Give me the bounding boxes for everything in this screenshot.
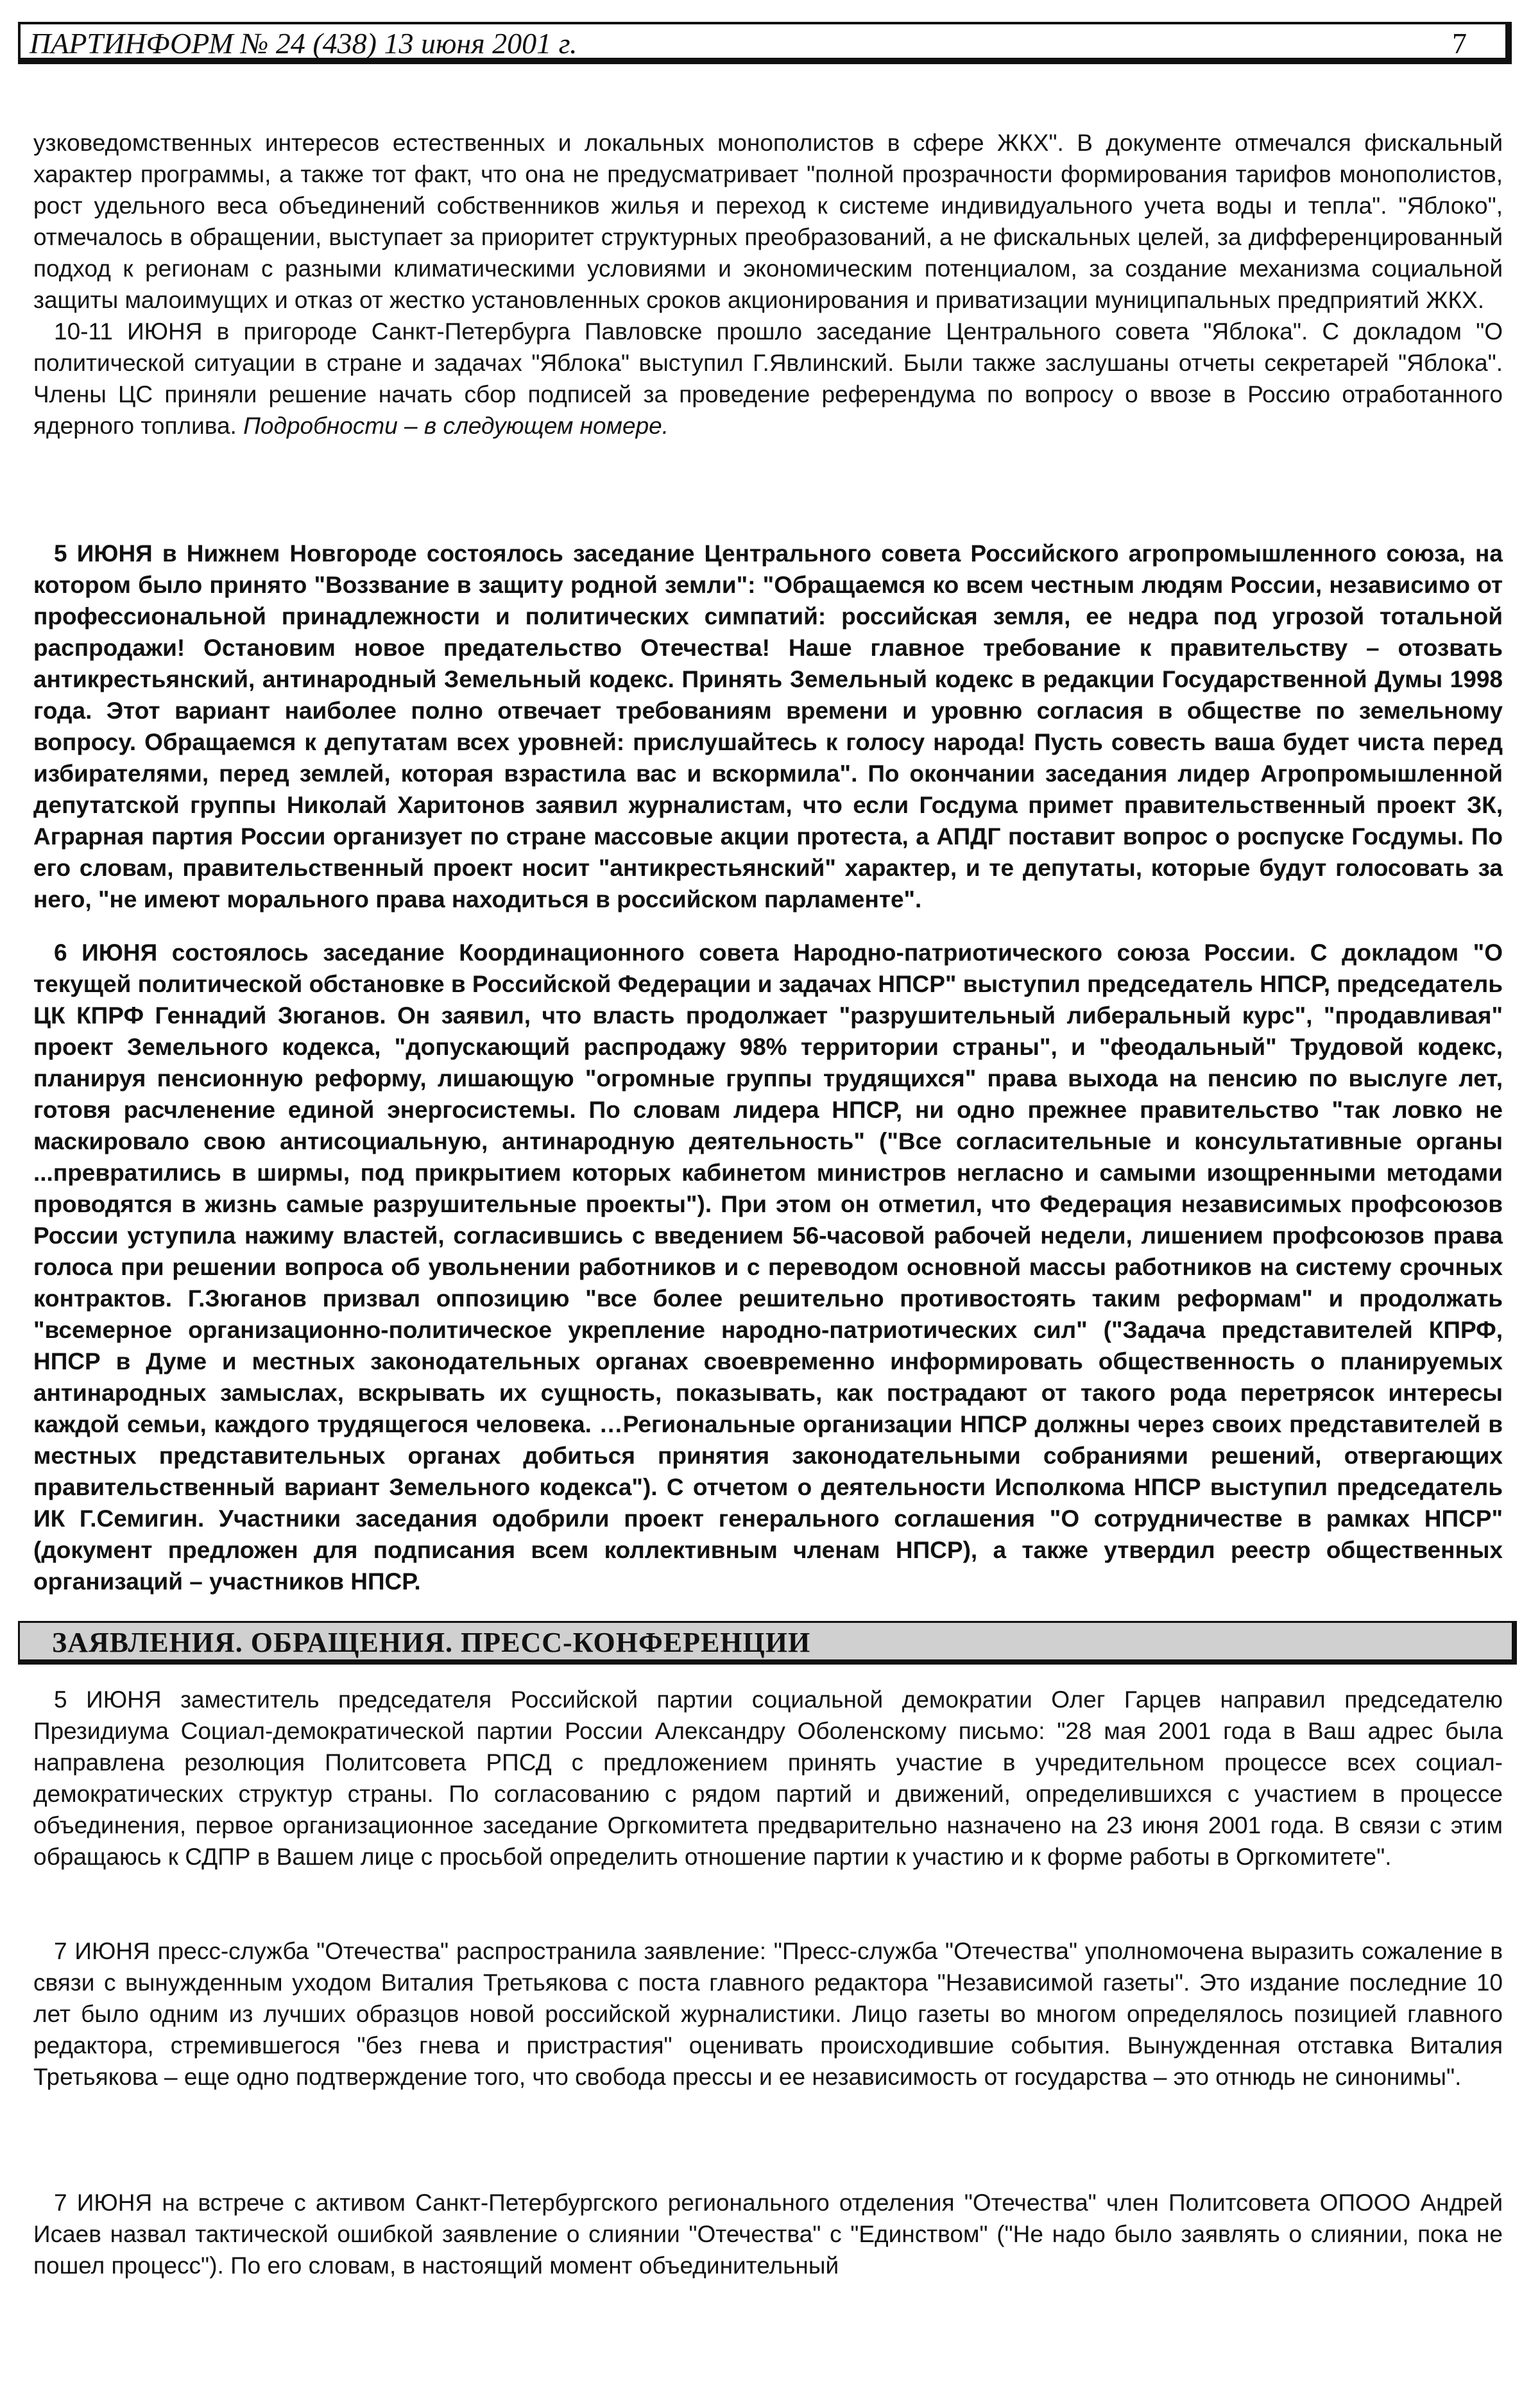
section-title: ЗАЯВЛЕНИЯ. ОБРАЩЕНИЯ. ПРЕСС-КОНФЕРЕНЦИИ [52,1627,811,1658]
intro-paragraph-2 [33,316,1503,441]
intro-block [33,127,1503,441]
news-item-npsr [33,937,1503,1597]
statement-item-1 [33,1684,1503,1872]
publication-title: ПАРТИНФОРМ № 24 (438) 13 июня 2001 г. [30,27,578,60]
statement-item-3 [33,2187,1503,2281]
news-item-agro-union [33,538,1503,915]
statement-paragraph: 7 ИЮНЯ на встрече с активом Санкт-Петербургского регионального отделения "Отечества" член Политсовета ОПООО Андрей Исаев назвал тактической ошибкой заявление о слиянии "Отечества" с "Единством" ("Не надо было заявлять о слиянии, пока не пошел процесс"). По его словам, в настоящий момент объединительный [33,2189,1503,2279]
agro-union-paragraph: 5 ИЮНЯ в Нижнем Новгороде состоялось заседание Центрального совета Российского агропромышленного союза, на котором было принято "Воззвание в защиту родной земли": "Обращаемся ко всем честным людям России, независимо от профессиональной принадлежности и политических симпатий: российская земля, ее недра под угрозой тотальной распродажи! Остановим новое предательство Отечества! Наше главное требование к правительству – отозвать антикрестьянский, антинародный Земельный кодекс. Принять Земельный кодекс в редакции Государственной Думы 1998 года. Этот вариант наиболее полно отвечает требованиям времени и уровню согласия в обществе по земельному вопросу. Обращаемся к депутатам всех уровней: прислушайтесь к голосу народа! Пусть совесть ваша будет чиста перед избирателями, перед землей, которая взрастила вас и вскормила". По окончании заседания лидер Агропромышленной депутатской группы Николай Харитонов заявил журналистам, что если Госдума примет правительственный проект ЗК, Аграрная партия России организует по стране массовые акции протеста, а АПДГ поставит вопрос о роспуске Госдумы. По его словам, правительственный проект носит "антикрестьянский" характер, и те депутаты, которые будут голосовать за него, "не имеют морального права находиться в российском парламенте". [33,540,1503,913]
intro-paragraph-1: узковедомственных интересов естественных и локальных монополистов в сфере ЖКХ". В документе отмечался фискальный характер программы, а также тот факт, что она не предусматривает "полной прозрачности формирования тарифов монополистов, рост удельного веса объединений собственников жилья и переход к системе индивидуального учета воды и тепла". "Яблоко", отмечалось в обращении, выступает за приоритет структурных преобразований, а не фискальных целей, за дифференцированный подход к регионам с разными климатическими условиями и экономическим потенциалом, за создание механизма социальной защиты малоимущих и отказ от жестко установленных сроков акционирования и приватизации муниципальных предприятий ЖКХ. [33,130,1503,313]
statement-paragraph: 5 ИЮНЯ заместитель председателя Российской партии социальной демократии Олег Гарцев направил председателю Президиума Социал-демократической партии России Александру Оболенскому письмо: "28 мая 2001 года в Ваш адрес была направлена резолюция Политсовета РПСД с предложением принять участие в учредительном процессе всех социал-демократических структур страны. По согласованию с рядом партий и движений, определившихся с участием в процессе объединения, первое организационное заседание Оргкомитета предварительно назначено на 23 июня 2001 года. В связи с этим обращаюсь к СДПР в Вашем лице с просьбой определить отношение партии к участию и к форме работы в Оргкомитете". [33,1686,1503,1870]
section-heading-bar [18,1621,1517,1665]
page-header [18,22,1512,64]
details-next-issue-note: Подробности – в следующем номере. [243,413,669,439]
statement-paragraph: 7 ИЮНЯ пресс-служба "Отечества" распространила заявление: "Пресс-служба "Отечества" уполномочена выразить сожаление в связи с вынужденным уходом Виталия Третьякова с поста главного редактора "Независимой газеты". Это издание последние 10 лет было одним из лучших образцов новой российской журналистики. Лицо газеты во многом определялось позицией главного редактора, стремившегося "без гнева и пристрастия" оценивать происходившие события. Вынужденная отставка Виталия Третьякова – еще одно подтверждение того, что свобода прессы и ее независимость от государства – это отнюдь не синонимы". [33,1938,1503,2090]
page-number: 7 [1452,27,1467,60]
statement-item-2 [33,1935,1503,2093]
yabloko-council-text: 10-11 ИЮНЯ в пригороде Санкт-Петербурга Павловске прошло заседание Центрального совета "Яблока". С докладом "О политической ситуации в стране и задачах "Яблока" выступил Г.Явлинский. Были также заслушаны отчеты секретарей "Яблока". Члены ЦС приняли решение начать сбор подписей за проведение референдума по вопросу о ввозе в Россию отработанного ядерного топлива. [33,318,1503,439]
npsr-paragraph: 6 ИЮНЯ состоялось заседание Координационного совета Народно-патриотического союза России. С докладом "О текущей политической обстановке в Российской Федерации и задачах НПСР" выступил председатель НПСР, председатель ЦК КПРФ Геннадий Зюганов. Он заявил, что власть продолжает "разрушительный либеральный курс", "продавливая" проект Земельного кодекса, "допускающий распродажу 98% территории страны", и "феодальный" Трудовой кодекс, планируя пенсионную реформу, лишающую "огромные группы трудящихся" права выхода на пенсию по выслуге лет, готовя расчленение единой энергосистемы. По словам лидера НПСР, ни одно прежнее правительство "так ловко не маскировало свою антисоциальную, антинародную деятельность" ("Все согласительные и консультативные органы ...превратились в ширмы, под прикрытием которых кабинетом министров негласно и самыми изощренными методами проводятся в жизнь самые разрушительные проекты"). При этом он отметил, что Федерация независимых профсоюзов России уступила нажиму властей, согласившись с введением 56-часовой рабочей недели, лишением профсоюзов права голоса при решении вопроса об увольнении работников и с переводом основной массы работников на систему срочных контрактов. Г.Зюганов призвал оппозицию "все более решительно противостоять таким реформам" и продолжать "всемерное организационно-политическое укрепление народно-патриотических сил" ("Задача представителей КПРФ, НПСР в Думе и местных законодательных органах своевременно информировать общественность о планируемых антинародных замыслах, вскрывать их сущность, показывать, как пострадают от такого рода перетрясок интересы каждой семьи, каждого трудящегося человека. …Региональные организации НПСР должны через своих представителей в местных представительных органах добиться принятия законодательными собраниями решений, отвергающих правительственный вариант Земельного кодекса"). С отчетом о деятельности Исполкома НПСР выступил председатель ИК Г.Семигин. Участники заседания одобрили проект генерального соглашения "О сотрудничестве в рамках НПСР" (документ предложен для подписания всем коллективным членам НПСР), а также утвердил реестр общественных организаций – участников НПСР. [33,939,1503,1595]
